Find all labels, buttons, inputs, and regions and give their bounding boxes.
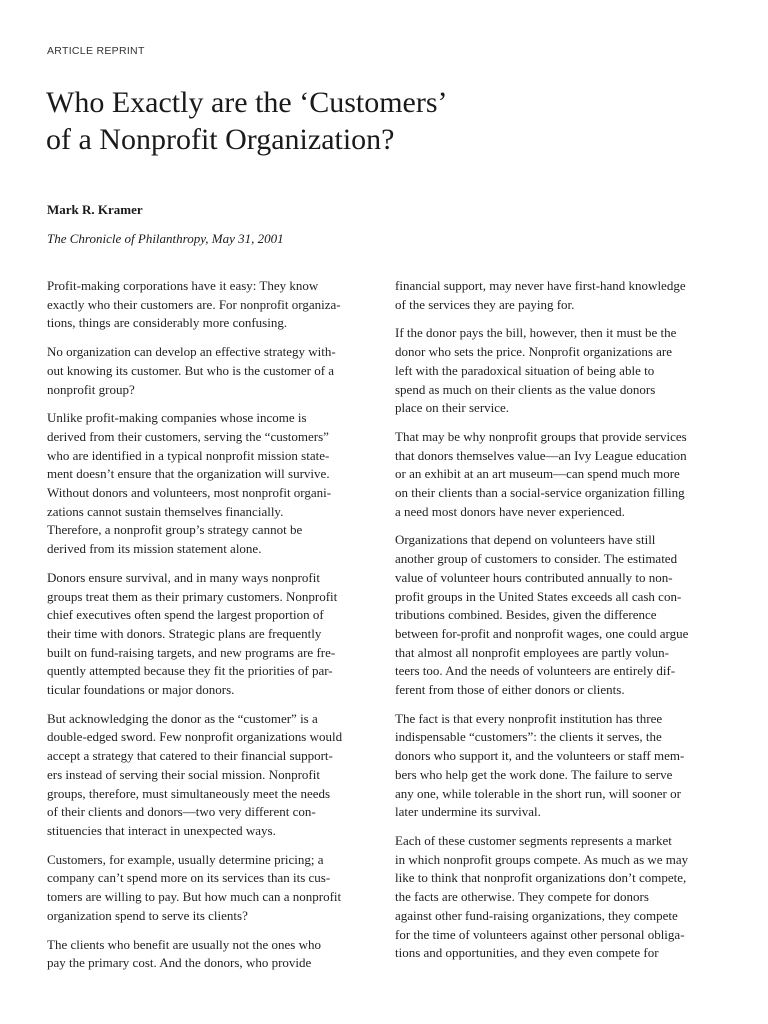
text-line: on their clients than a social-service organization filling <box>395 485 685 501</box>
text-line: exactly who their customers are. For nonprofit organiza- <box>47 296 341 312</box>
article-kicker: ARTICLE REPRINT <box>47 45 145 57</box>
text-line: indispensable “customers”: the clients it serves, the <box>395 729 662 745</box>
text-line: But acknowledging the donor as the “customer” is a <box>47 710 318 726</box>
text-line: between for-profit and nonprofit wages, one could argue <box>395 625 689 641</box>
text-line: derived from their customers, serving the “customers” <box>47 428 329 444</box>
article-author: Mark R. Kramer <box>47 202 143 217</box>
text-line: out knowing its customer. But who is the customer of a <box>47 362 335 378</box>
text-line: left with the paradoxical situation of being able to <box>395 362 655 378</box>
paragraph <box>47 409 377 559</box>
text-line: The clients who benefit are usually not the ones who <box>47 936 322 952</box>
text-line: stituencies that interact in unexpected ways. <box>47 822 276 838</box>
text-line: Unlike profit-making companies whose income is <box>47 410 307 426</box>
text-line: spend as much on their clients as the value donors <box>395 381 656 397</box>
text-line: for the time of volunteers against other personal obliga- <box>395 926 685 942</box>
article-title <box>46 84 566 158</box>
right-column <box>395 277 725 973</box>
text-line: of their clients and donors—two very different con- <box>47 804 316 820</box>
title-line: Who Exactly are the ‘Customers’ <box>46 86 448 119</box>
text-line: ment doesn’t ensure that the organization will survive. <box>47 466 330 482</box>
text-line: who are identified in a typical nonprofit mission state- <box>47 447 330 463</box>
paragraph <box>395 531 725 699</box>
text-line: like to think that nonprofit organizations don’t compete, <box>395 870 687 886</box>
text-line: double-edged sword. Few nonprofit organizations would <box>47 729 343 745</box>
text-line: their time with donors. Strategic plans are frequently <box>47 625 322 641</box>
text-line: in which nonprofit groups compete. As much as we may <box>395 851 689 867</box>
paragraph <box>47 710 377 841</box>
text-line: tomers are willing to pay. But how much can a nonprofit <box>47 889 342 905</box>
paragraph <box>395 832 725 963</box>
text-line: Without donors and volunteers, most nonprofit organi- <box>47 485 332 501</box>
text-line: built on fund-raising targets, and new programs are fre- <box>47 644 336 660</box>
text-line: tions, things are considerably more confusing. <box>47 315 288 331</box>
text-line: the facts are otherwise. They compete for donors <box>395 889 649 905</box>
paragraph <box>47 851 377 926</box>
text-line: accept a strategy that catered to their financial support- <box>47 748 333 764</box>
text-line: Organizations that depend on volunteers have still <box>395 532 656 548</box>
text-line: ers instead of serving their social mission. Nonprofit <box>47 766 320 782</box>
text-line: No organization can develop an effective strategy with- <box>47 344 336 360</box>
text-line: The fact is that every nonprofit institution has three <box>395 710 663 726</box>
text-line: that almost all nonprofit employees are partly volun- <box>395 644 670 660</box>
text-line: groups treat them as their primary customers. Nonprofit <box>47 588 338 604</box>
paragraph <box>47 569 377 700</box>
paragraph <box>47 936 377 973</box>
text-line: Customers, for example, usually determine pricing; a <box>47 851 324 867</box>
text-line: a need most donors have never experienced. <box>395 503 625 519</box>
left-column <box>47 277 377 983</box>
paragraph <box>395 324 725 418</box>
text-line: Each of these customer segments represents a market <box>395 832 672 848</box>
text-line: chief executives often spend the largest proportion of <box>47 607 324 623</box>
text-line: That may be why nonprofit groups that provide services <box>395 428 687 444</box>
text-line: ferent from those of either donors or clients. <box>395 682 625 698</box>
text-line: pay the primary cost. And the donors, who provide <box>47 955 312 971</box>
text-line: teers too. And the needs of volunteers are entirely dif- <box>395 663 676 679</box>
text-line: financial support, may never have first-hand knowledge <box>395 278 686 293</box>
paragraph <box>47 277 377 333</box>
article-source: The Chronicle of Philanthropy, May 31, 2001 <box>47 231 284 246</box>
text-line: profit groups in the United States exceeds all cash con- <box>395 588 682 604</box>
paragraph <box>395 277 725 314</box>
text-line: of the services they are paying for. <box>395 296 575 312</box>
text-line: derived from its mission statement alone. <box>47 541 262 557</box>
text-line: If the donor pays the bill, however, then it must be the <box>395 325 677 341</box>
paragraph <box>395 710 725 822</box>
text-line: donors who support it, and the volunteers or staff mem- <box>395 748 685 764</box>
text-line: donor who sets the price. Nonprofit organizations are <box>395 344 673 360</box>
text-line: tributions combined. Besides, given the difference <box>395 607 657 623</box>
text-line: later undermine its survival. <box>395 804 541 820</box>
text-line: tions and opportunities, and they even compete for <box>395 945 659 961</box>
text-line: quently attempted because they fit the priorities of par- <box>47 663 333 679</box>
paragraph <box>395 428 725 522</box>
text-line: ticular foundations or major donors. <box>47 682 235 698</box>
text-line: groups, therefore, must simultaneously meet the needs <box>47 785 331 801</box>
text-line: nonprofit group? <box>47 381 135 397</box>
text-line: or an exhibit at an art museum—can spend much more <box>395 466 680 482</box>
title-line: of a Nonprofit Organization? <box>46 123 395 156</box>
text-line: company can’t spend more on its services than its cus- <box>47 870 331 886</box>
text-line: that donors themselves value—an Ivy League education <box>395 447 687 463</box>
text-line: organization spend to serve its clients? <box>47 907 248 923</box>
text-line: place on their service. <box>395 400 510 416</box>
text-line: any one, while tolerable in the short run, will sooner or <box>395 785 681 801</box>
text-line: Therefore, a nonprofit group’s strategy cannot be <box>47 522 303 538</box>
text-line: against other fund-raising organizations, they compete <box>395 907 678 923</box>
text-line: Profit-making corporations have it easy: They know <box>47 278 319 293</box>
text-line: value of volunteer hours contributed annually to non- <box>395 569 673 585</box>
text-line: another group of customers to consider. The estimated <box>395 551 678 567</box>
paragraph <box>47 343 377 399</box>
text-line: zations cannot sustain themselves financially. <box>47 503 284 519</box>
text-line: bers who help get the work done. The failure to serve <box>395 766 673 782</box>
text-line: Donors ensure survival, and in many ways nonprofit <box>47 569 320 585</box>
